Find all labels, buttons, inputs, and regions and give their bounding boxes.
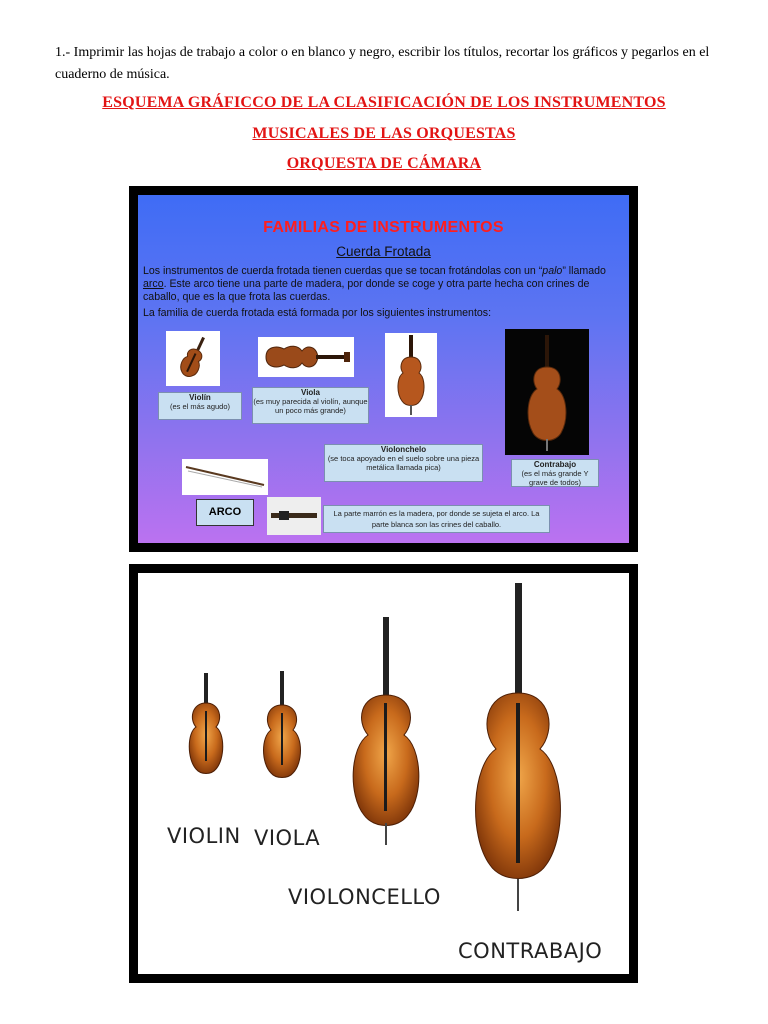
page-title-line-3: ORQUESTA DE CÁMARA: [286, 155, 482, 172]
slide-text-line-2: La familia de cuerda frotada está formada por los siguientes instrumentos:: [143, 307, 492, 319]
page-title-line-1: ESQUEMA GRÁFICCO DE LA CLASIFICACIÓN DE LOS INSTRUMENTOS: [102, 94, 666, 111]
slide-text: Los instrumentos de cuerda frotada tienen cuerdas que se tocan frotándolas con un “palo” llamado arco. Este arco tiene una parte de madera, por donde se coge y otra parte hecha con crines de caballo, que es la que frota las cuerdas. La familia de cuerda frotada está formada por los siguientes instrumentos:: [143, 265, 628, 320]
families-slide-image: [129, 186, 638, 552]
instruments-photo: [129, 564, 638, 983]
viola-thumbnail: [258, 337, 354, 377]
label-violin-desc: (es el más agudo): [169, 402, 231, 411]
intro-instructions: 1.- Imprimir las hojas de trabajo a color o en blanco y negro, escribir los títulos, recortar los gráficos y pegarlos en el cuaderno de música.: [55, 45, 710, 82]
slide-title: FAMILIAS DE INSTRUMENTOS: [263, 219, 504, 236]
viola-thumb-icon: [258, 337, 354, 377]
cello-thumb-icon: [385, 333, 437, 417]
palo-word: palo: [542, 265, 563, 277]
photo-label-contrabajo: CONTRABAJO: [458, 939, 603, 963]
bow-thumbnail: [182, 459, 268, 495]
violin-thumbnail: [166, 331, 220, 386]
label-violin-name: Violín: [189, 393, 211, 402]
label-viola-name: Viola: [301, 388, 320, 397]
viola-icon: [264, 671, 301, 778]
instruments-illustration: [138, 573, 629, 974]
page-title-line-2: MUSICALES DE LAS ORQUESTAS: [252, 125, 516, 142]
photo-label-violin: VIOLIN: [167, 824, 241, 848]
contrabass-icon: [476, 583, 561, 911]
label-viola-desc: (es muy parecida al violín, aunque un poco más grande): [253, 397, 368, 415]
slide-text-rest: . Este arco tiene una parte de madera, por donde se coge y otra parte hecha con crines de caballo, que es la que frota las cuerdas.: [143, 278, 590, 303]
violin-icon: [189, 673, 223, 774]
photo-label-viola: VIOLA: [254, 826, 321, 850]
label-contrabajo: [511, 459, 599, 487]
slide-subtitle: Cuerda Frotada: [336, 244, 431, 259]
label-violonchelo-name: Violonchelo: [380, 445, 427, 454]
bow-detail-thumbnail: [267, 497, 321, 535]
label-arco-desc: [323, 505, 550, 533]
label-violonchelo: [324, 444, 483, 482]
arco-word: arco: [143, 278, 164, 290]
contrabass-thumb-icon: [505, 329, 589, 455]
label-contrabajo-name: Contrabajo: [533, 460, 577, 469]
bow-icon: [182, 459, 268, 495]
label-arco-desc-text: La parte marrón es la madera, por donde se sujeta el arco. La parte blanca son las crines del caballo.: [333, 509, 540, 529]
label-violin: [158, 392, 242, 420]
slide-text-line-1: Los instrumentos de cuerda frotada tienen cuerdas que se tocan frotándolas con un: [143, 265, 536, 277]
llamado-word: ” llamado: [562, 265, 606, 277]
arco-label: ARCO: [196, 499, 254, 526]
cello-thumbnail: [385, 333, 437, 417]
photo-label-violoncello: VIOLONCELLO: [288, 885, 441, 909]
bow-detail-icon: [267, 497, 321, 535]
violin-thumb-icon: [166, 331, 220, 386]
label-contrabajo-desc: (es el más grande Y grave de todos): [521, 469, 589, 487]
label-violonchelo-desc: (se toca apoyado en el suelo sobre una pieza metálica llamada pica): [327, 454, 480, 472]
contrabass-thumbnail: [505, 329, 589, 455]
cello-icon: [353, 617, 419, 845]
label-viola: [252, 387, 369, 424]
